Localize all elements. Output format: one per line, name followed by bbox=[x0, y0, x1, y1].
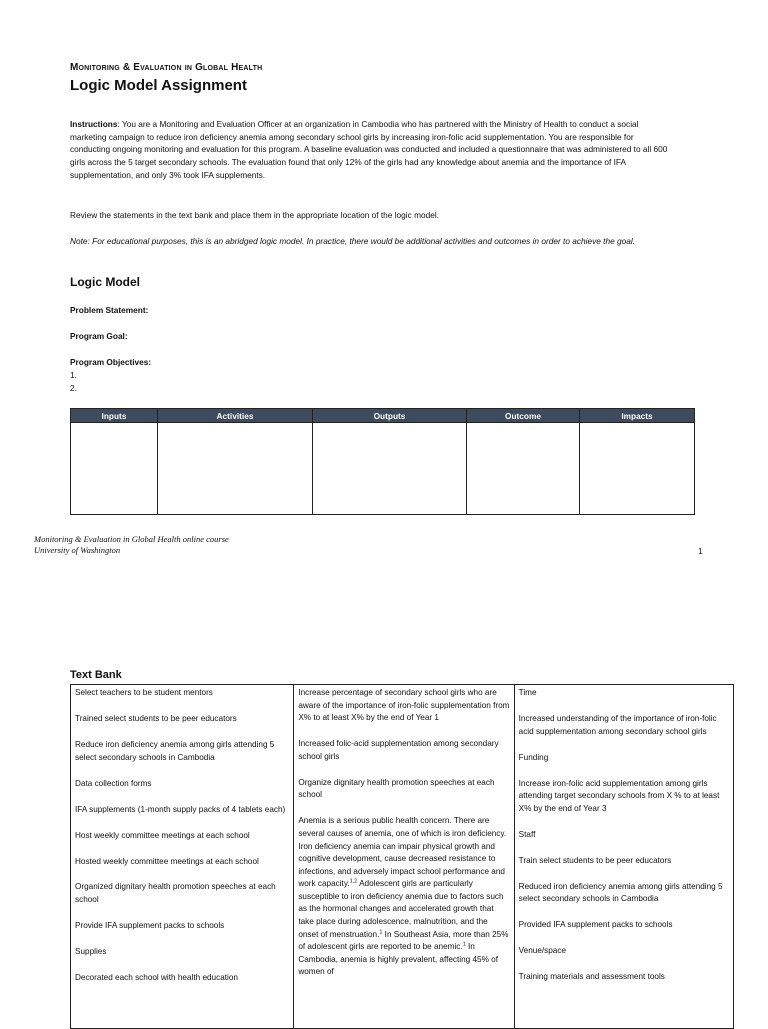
text-bank-item: Increased folic-acid supplementation among secondary school girls bbox=[298, 739, 499, 761]
outcome-cell[interactable] bbox=[467, 423, 580, 515]
background-text-b: Adolescent girls are particularly susceptible to iron deficiency anemia due to factors such as the hormonal changes and accelerated growth that take place during adolescence, malnutrition, and the onset of menstruation. bbox=[298, 879, 504, 939]
logic-model-heading: Logic Model bbox=[70, 275, 140, 289]
inputs-cell[interactable] bbox=[71, 423, 158, 515]
text-bank-column-3 bbox=[514, 685, 733, 1028]
text-bank-table bbox=[70, 684, 734, 1029]
text-bank-item: Time bbox=[518, 688, 537, 697]
footer-credit bbox=[34, 534, 229, 556]
text-bank-item: Reduced iron deficiency anemia among girls attending 5 select secondary schools in Cambodia bbox=[518, 881, 723, 904]
course-title: Monitoring & Evaluation in Global Health bbox=[70, 62, 263, 73]
text-bank-item: Reduce iron deficiency anemia among girls attending 5 select secondary schools in Cambodia bbox=[75, 739, 275, 762]
citation-b: 1 bbox=[379, 928, 383, 935]
objective-1: 1. bbox=[70, 370, 77, 380]
footer-course: Monitoring & Evaluation in Global Health online course bbox=[34, 534, 229, 544]
column-header-impacts: Impacts bbox=[580, 409, 695, 423]
text-bank-item: Staff bbox=[518, 829, 536, 839]
text-bank-item: Host weekly committee meetings at each school bbox=[75, 830, 250, 840]
text-bank-item: Organized dignitary health promotion speeches at each school bbox=[75, 882, 276, 905]
text-bank-item: Trained select students to be peer educators bbox=[75, 713, 237, 723]
text-bank-item: Hosted weekly committee meetings at each school bbox=[75, 856, 259, 866]
column-header-inputs: Inputs bbox=[71, 409, 158, 423]
text-bank-item: Data collection forms bbox=[75, 778, 152, 788]
instructions-label: Instructions bbox=[70, 119, 118, 129]
impacts-cell[interactable] bbox=[580, 423, 695, 515]
problem-background-paragraph bbox=[298, 815, 509, 979]
text-bank-item: Increase iron-folic acid supplementation among girls attending target secondary schools from X % to at least X% by the end of Year 3 bbox=[518, 778, 720, 813]
text-bank-item: Train select students to be peer educators bbox=[518, 855, 672, 865]
column-header-outcome: Outcome bbox=[467, 409, 580, 423]
instructions-paragraph bbox=[70, 118, 670, 182]
background-text-c: In Southeast Asia, more than 25% of adolescent girls are reported to be anemic. bbox=[298, 929, 509, 952]
citation-a: 1,2 bbox=[349, 878, 358, 885]
column-header-outputs: Outputs bbox=[313, 409, 467, 423]
footer-university: University of Washington bbox=[34, 545, 121, 555]
text-bank-item: Organize dignitary health promotion speeches at each school bbox=[298, 777, 495, 800]
text-bank-item: Venue/space bbox=[518, 946, 567, 956]
instructions-text: : You are a Monitoring and Evaluation Officer at an organization in Cambodia who has partnered with the Ministry of Health to conduct a social marketing campaign to reduce iron deficiency anemia among secondary school girls by increasing iron-folic acid supplementation. You are responsible for conducting ongoing monitoring and evaluation for this program. A baseline evaluation was conducted and included a questionnaire that was administered to all 600 girls across the 5 target secondary schools. The evaluation found that only 12% of the girls had any knowledge about anemia and the importance of IFA supplementation, and only 3% took IFA supplements. bbox=[70, 119, 668, 180]
objective-2: 2. bbox=[70, 383, 77, 393]
outputs-cell[interactable] bbox=[313, 423, 467, 515]
page-number: 1 bbox=[698, 546, 703, 556]
review-instruction: Review the statements in the text bank and place them in the appropriate location of the logic model. bbox=[70, 210, 439, 220]
note-text: Note: For educational purposes, this is an abridged logic model. In practice, there would be additional activities and outcomes in order to achieve the goal. bbox=[70, 236, 635, 246]
text-bank-item: Supplies bbox=[75, 947, 107, 957]
column-header-activities: Activities bbox=[158, 409, 313, 423]
text-bank-item: Decorated each school with health education bbox=[75, 973, 238, 983]
background-text-a: Anemia is a serious public health concern. There are several causes of anemia, one of which is iron deficiency. Iron deficiency anemia can impair physical growth and cognitive development, cause decreased resistance to infections, and adversely impact school performance and work capacity. bbox=[298, 816, 507, 889]
program-goal-label: Program Goal: bbox=[70, 331, 128, 341]
activities-cell[interactable] bbox=[158, 423, 313, 515]
text-bank-item: Increased understanding of the importance of iron-folic acid supplementation among secondary school girls bbox=[518, 713, 717, 736]
text-bank-item: IFA supplements (1-month supply packs of 4 tablets each) bbox=[75, 804, 286, 814]
text-bank-item: Select teachers to be student mentors bbox=[75, 688, 213, 697]
text-bank-column-1 bbox=[71, 685, 293, 1028]
background-text-d: In Cambodia, anemia is highly prevalent, affecting 45% of women of bbox=[298, 942, 498, 977]
program-objectives-label: Program Objectives: bbox=[70, 357, 152, 367]
text-bank-item: Provided IFA supplement packs to schools bbox=[518, 920, 673, 930]
page-title: Logic Model Assignment bbox=[70, 77, 247, 94]
citation-c: 1 bbox=[462, 941, 466, 948]
text-bank-item: Increase percentage of secondary school girls who are aware of the importance of iron-folic supplementation from X% to at least X% by the end of Year 1 bbox=[298, 688, 510, 723]
text-bank-item: Funding bbox=[518, 752, 549, 762]
problem-statement-label: Problem Statement: bbox=[70, 305, 149, 315]
text-bank-heading: Text Bank bbox=[70, 669, 122, 681]
logic-model-table bbox=[70, 408, 695, 515]
text-bank-item: Training materials and assessment tools bbox=[518, 972, 665, 982]
text-bank-item: Provide IFA supplement packs to schools bbox=[75, 921, 225, 931]
text-bank-column-2 bbox=[293, 685, 513, 1028]
